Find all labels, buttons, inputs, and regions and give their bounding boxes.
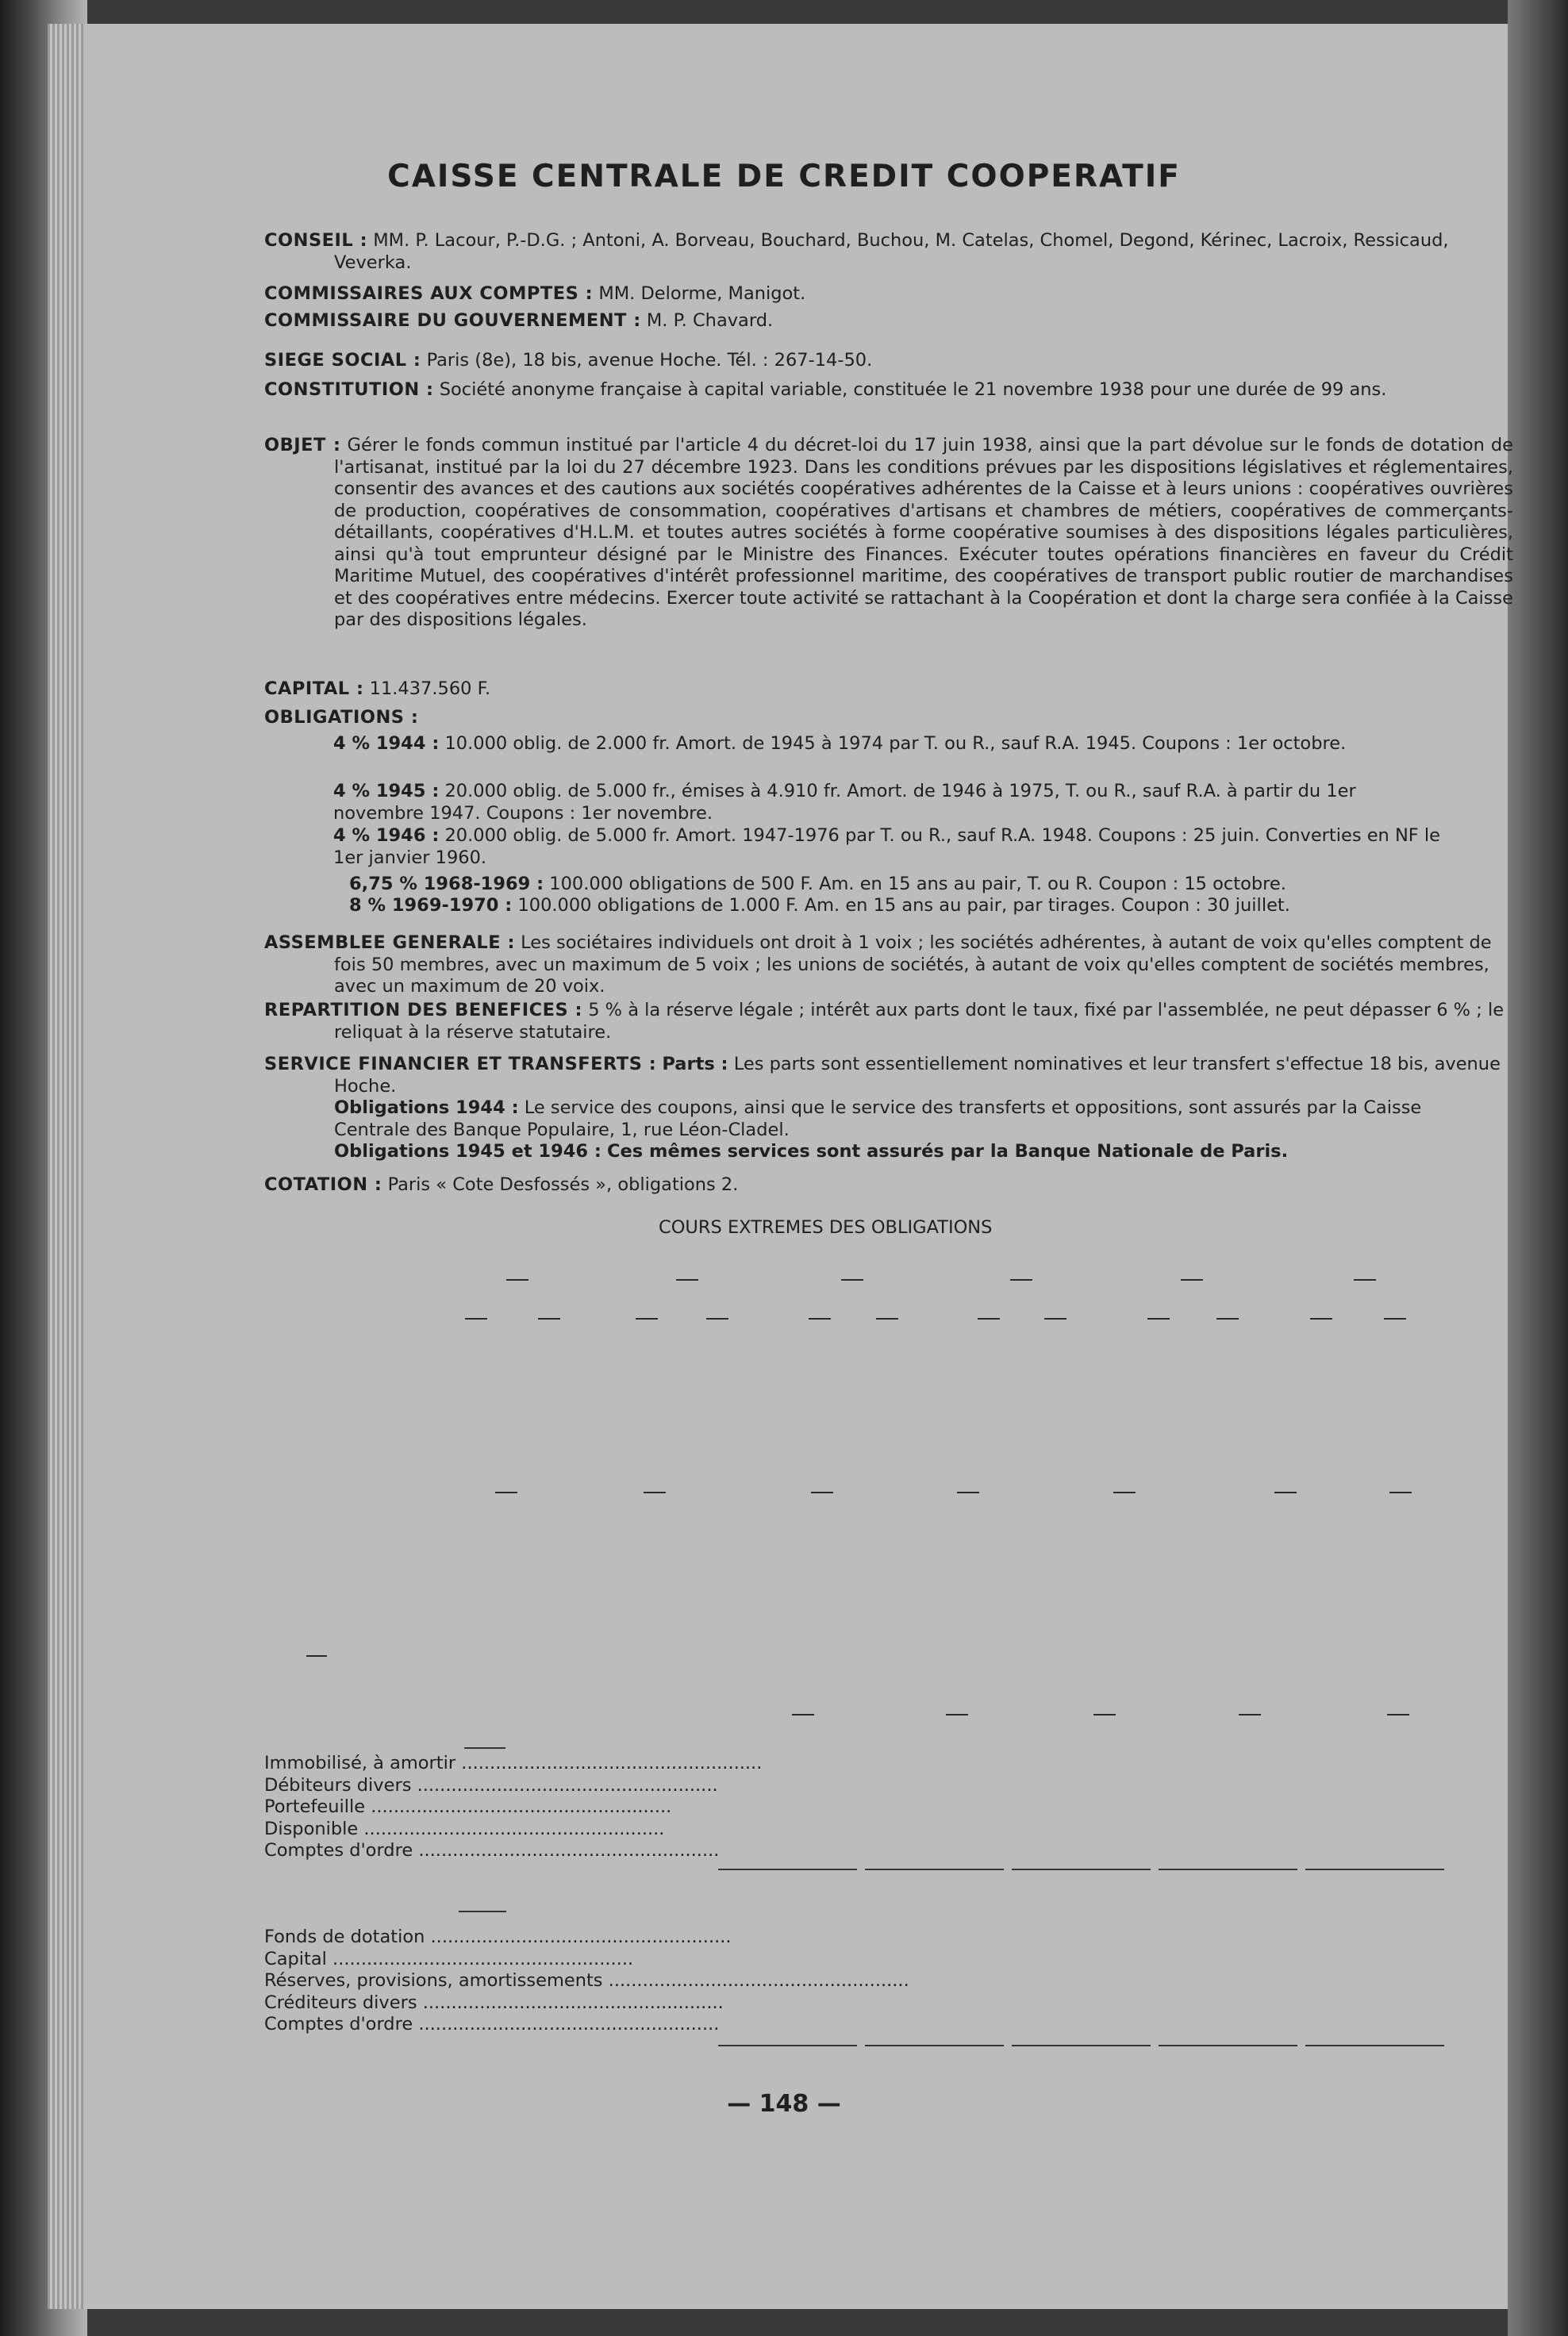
bilans-year-dash xyxy=(1239,1714,1261,1716)
page-shadow xyxy=(1508,0,1568,2336)
bilans-year-dash xyxy=(946,1714,968,1716)
actif-total-rule xyxy=(865,1869,1004,1870)
actif-total-rule xyxy=(718,1869,857,1870)
bilans-row-label xyxy=(264,1753,763,1774)
bilans-row-label-text: Réserves, provisions, amortissements xyxy=(264,1970,603,1991)
cours-title: COURS EXTREMES DES OBLIGATIONS xyxy=(659,1217,993,1238)
actif-total-rule xyxy=(1159,1869,1297,1870)
obligation-1944: 4 % 1944 : 10.000 oblig. de 2.000 fr. Amort. de 1945 à 1974 par T. ou R., sauf R.A. 1945. Coupons : 1er octobre. xyxy=(333,733,1347,754)
bilans-row-label-text: Créditeurs divers xyxy=(264,1992,417,2013)
resultats-header-dash xyxy=(1389,1492,1412,1493)
cours-pb-dash xyxy=(1384,1318,1406,1320)
bilans-year-dash xyxy=(792,1714,814,1716)
passif-total-rule xyxy=(1012,2045,1151,2046)
actif-total-rule xyxy=(1012,1869,1151,1870)
bilans-row-label xyxy=(264,1970,909,1992)
cours-pb-dash xyxy=(538,1318,560,1320)
bilans-row-label-text: Débiteurs divers xyxy=(264,1774,412,1796)
obligation-1969: 8 % 1969-1970 : 100.000 obligations de 1.000 F. Am. en 15 ans au pair, par tirages. Coupon : 30 juillet. xyxy=(349,895,1290,916)
resultats-header-dash xyxy=(957,1492,979,1493)
resultats-end-dash xyxy=(306,1655,327,1657)
bilans-row-label xyxy=(264,1927,732,1948)
leader-dots: ..................................................... xyxy=(602,1970,909,1991)
cours-ph-dash xyxy=(1147,1318,1170,1320)
service-obligations-1945-1946: Obligations 1945 et 1946 : Ces mêmes services sont assurés par la Banque Nationale de Paris. xyxy=(334,1141,1289,1162)
cours-ph-dash xyxy=(809,1318,831,1320)
bilans-row-label xyxy=(264,2014,720,2035)
bilans-row-label-text: Fonds de dotation xyxy=(264,1927,425,1947)
bilans-row-label-text: Comptes d'ordre xyxy=(264,2014,413,2034)
resultats-header-dash xyxy=(1113,1492,1136,1493)
cours-ph-dash xyxy=(465,1318,487,1320)
leader-dots: ..................................................... xyxy=(365,1796,672,1817)
resultats-header-dash xyxy=(1274,1492,1297,1493)
cours-ph-dash xyxy=(636,1318,658,1320)
bilans-row-label-text: Capital xyxy=(264,1948,327,1969)
bilans-row-label xyxy=(264,1840,720,1862)
cotation: COTATION : Paris « Cote Desfossés », obligations 2. xyxy=(264,1174,739,1195)
actif-underline xyxy=(464,1747,505,1749)
passif-total-rule xyxy=(865,2045,1004,2046)
constitution: CONSTITUTION : Société anonyme française à capital variable, constituée le 21 novembre 1938 pour une durée de 99 ans. xyxy=(264,379,1387,400)
commissaire-gouvernement: COMMISSAIRE DU GOUVERNEMENT : M. P. Chavard. xyxy=(264,310,774,331)
actif-total-rule xyxy=(1305,1869,1444,1870)
bilans-row-label xyxy=(264,1992,724,2014)
cours-ph-dash xyxy=(978,1318,1000,1320)
obligation-1968: 6,75 % 1968-1969 : 100.000 obligations de 500 F. Am. en 15 ans au pair, T. ou R. Coupon : 15 octobre. xyxy=(349,874,1286,894)
resultats-header-dash xyxy=(811,1492,833,1493)
leader-dots: ..................................................... xyxy=(411,1774,718,1796)
cours-year-dash xyxy=(1010,1279,1032,1281)
service-financier: SERVICE FINANCIER ET TRANSFERTS : Parts : Les parts sont essentiellement nominatives et leur transfert s'effectue 18 bis, avenue Hoche. xyxy=(264,1054,1501,1097)
commissaires: COMMISSAIRES AUX COMPTES : MM. Delorme, Manigot. xyxy=(264,283,806,304)
cours-pb-dash xyxy=(1044,1318,1066,1320)
bilans-row-label-text: Comptes d'ordre xyxy=(264,1840,413,1861)
cours-year-dash xyxy=(676,1279,698,1281)
bilans-row-label xyxy=(264,1774,718,1796)
service-obligations-1944: Obligations 1944 : Le service des coupons, ainsi que le service des transferts et oppositions, sont assurés par la Caisse Centrale des Banque Populaire, 1, rue Léon-Cladel. xyxy=(334,1097,1422,1140)
leader-dots: ..................................................... xyxy=(358,1818,665,1839)
repartition-benefices: REPARTITION DES BENEFICES : 5 % à la réserve légale ; intérêt aux parts dont le taux, fixé par l'assemblée, ne peut dépasser 6 % ; le reliquat à la réserve statutaire. xyxy=(264,1000,1505,1043)
cours-year-dash xyxy=(1354,1279,1376,1281)
leader-dots: ..................................................... xyxy=(417,1992,724,2013)
cours-year-dash xyxy=(841,1279,863,1281)
resultats-header-dash xyxy=(495,1492,517,1493)
bilans-year-dash xyxy=(1387,1714,1409,1716)
obligations-heading: OBLIGATIONS : xyxy=(264,707,419,728)
leader-dots: ..................................................... xyxy=(425,1927,732,1947)
bilans-row-label xyxy=(264,1949,709,1970)
cours-pb-dash xyxy=(1216,1318,1239,1320)
bilans-row-label-text: Portefeuille xyxy=(264,1796,366,1817)
bilans-year-dash xyxy=(1093,1714,1116,1716)
cours-pb-dash xyxy=(706,1318,728,1320)
cours-year-dash xyxy=(506,1279,528,1281)
leader-dots: ..................................................... xyxy=(326,1948,634,1969)
passif-total-rule xyxy=(1305,2045,1444,2046)
bilans-row-label xyxy=(264,1819,709,1840)
page-number: — 148 — xyxy=(727,2090,841,2118)
objet: OBJET : Gérer le fonds commun institué par l'article 4 du décret-loi du 17 juin 1938, ainsi que la part dévolue sur le fonds de dotation de l'artisanat, institué par la loi du 27 décembre 1923. Dans les conditions prévues par les dispositions législatives et réglementaires, consentir des avances et des cautions aux sociétés coopératives adhérentes de la Caisse et à leurs unions : coopératives ouvrières de production, coopératives de consommation, coopératives d'artisans et chambres de métiers, coopératives de commerçants-détaillants, coopératives d'H.L.M. et toutes autres sociétés à forme coopérative soumises à des dispositions légales particulières, ainsi qu'à tout emprunteur désigné par le Ministre des Finances. Exécuter toutes opérations financières en faveur du Crédit Maritime Mutuel, des coopératives d'intérêt professionnel maritime, des coopératives de transport public routier de marchandises et des coopératives entre médecins. Exercer toute activité se rattachant à la Coopération et dont la charge sera confiée à la Caisse par des dispositions légales. xyxy=(264,435,1514,630)
obligation-1945: 4 % 1945 : 20.000 oblig. de 5.000 fr., émises à 4.910 fr. Amort. de 1946 à 1975, T. ou R., sauf R.A. à partir du 1er novembre 1947. Coupons : 1er novembre. xyxy=(333,781,1356,824)
leader-dots: ..................................................... xyxy=(413,1840,720,1861)
cours-year-dash xyxy=(1181,1279,1203,1281)
cours-ph-dash xyxy=(1310,1318,1332,1320)
passif-total-rule xyxy=(718,2045,857,2046)
resultats-header-dash xyxy=(644,1492,666,1493)
bilans-row-label xyxy=(264,1796,709,1818)
bilans-row-label-text: Disponible xyxy=(264,1818,359,1839)
passif-total-rule xyxy=(1159,2045,1297,2046)
siege-social: SIEGE SOCIAL : Paris (8e), 18 bis, avenue Hoche. Tél. : 267-14-50. xyxy=(264,350,873,371)
bilans-row-label-text: Immobilisé, à amortir xyxy=(264,1753,456,1773)
page-title: CAISSE CENTRALE DE CREDIT COOPERATIF xyxy=(387,159,1181,194)
leader-dots: ..................................................... xyxy=(413,2014,720,2034)
passif-underline xyxy=(459,1911,506,1912)
cours-pb-dash xyxy=(876,1318,898,1320)
assemblee-generale: ASSEMBLEE GENERALE : Les sociétaires individuels ont droit à 1 voix ; les sociétés adhérentes, à autant de voix qu'elles comptent de fois 50 membres, avec un maximum de 5 voix ; les unions de sociétés, à autant de voix qu'elles comptent de sociétés membres, avec un maximum de 20 voix. xyxy=(264,932,1492,997)
conseil: CONSEIL : MM. P. Lacour, P.-D.G. ; Antoni, A. Borveau, Bouchard, Buchou, M. Catelas, Chomel, Degond, Kérinec, Lacroix, Ressicaud, Veverka. xyxy=(264,230,1449,273)
leader-dots: ..................................................... xyxy=(455,1753,763,1773)
obligation-1946: 4 % 1946 : 20.000 oblig. de 5.000 fr. Amort. 1947-1976 par T. ou R., sauf R.A. 1948. Coupons : 25 juin. Converties en NF le 1er janvier 1960. xyxy=(333,825,1440,868)
capital: CAPITAL : 11.437.560 F. xyxy=(264,678,491,699)
